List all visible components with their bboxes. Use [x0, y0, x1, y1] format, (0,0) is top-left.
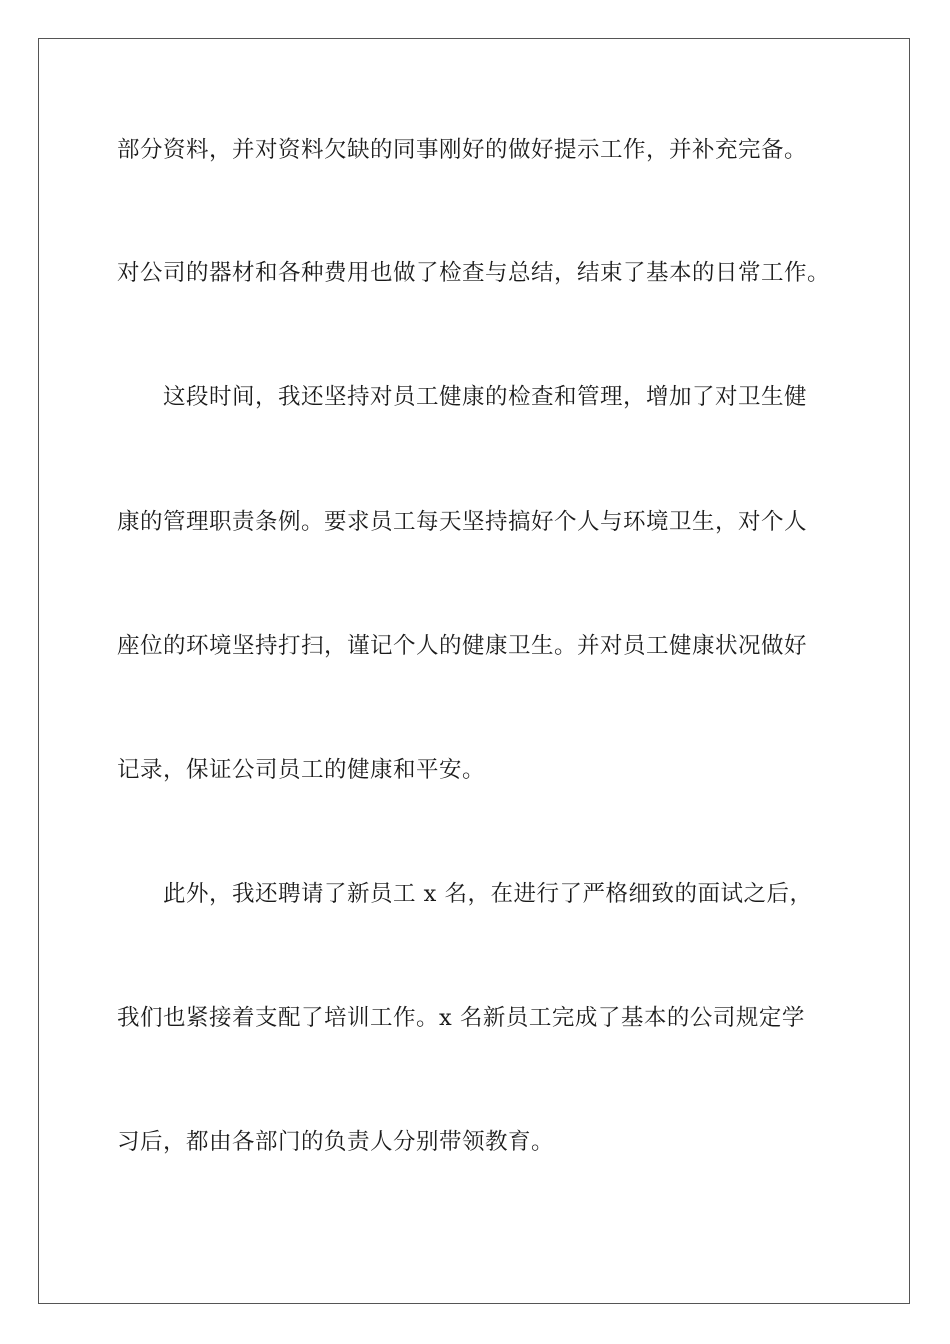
paragraph-line-7: 此外，我还聘请了新员工 x 名，在进行了严格细致的面试之后， — [163, 881, 813, 907]
paragraph-line-3: 这段时间，我还坚持对员工健康的检查和管理，增加了对卫生健 — [163, 384, 808, 410]
paragraph-line-4: 康的管理职责条例。要求员工每天坚持搞好个人与环境卫生，对个人 — [117, 509, 808, 535]
paragraph-line-9: 习后，都由各部门的负责人分别带领教育。 — [117, 1129, 555, 1155]
page-frame — [38, 38, 910, 1304]
paragraph-line-8: 我们也紧接着支配了培训工作。x 名新员工完成了基本的公司规定学 — [117, 1005, 805, 1031]
paragraph-line-1: 部分资料，并对资料欠缺的同事刚好的做好提示工作，并补充完备。 — [117, 137, 808, 163]
paragraph-line-6: 记录，保证公司员工的健康和平安。 — [117, 757, 486, 783]
paragraph-line-5: 座位的环境坚持打扫，谨记个人的健康卫生。并对员工健康状况做好 — [117, 633, 808, 659]
paragraph-line-2: 对公司的器材和各种费用也做了检查与总结，结束了基本的日常工作。 — [117, 260, 831, 286]
